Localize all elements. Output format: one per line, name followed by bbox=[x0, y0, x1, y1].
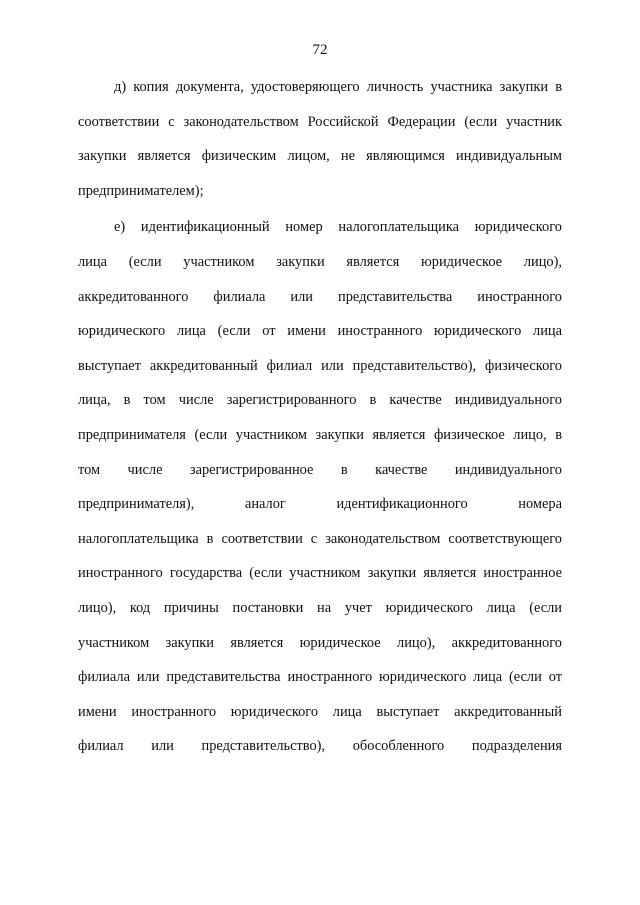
text-line: предпринимателем); bbox=[78, 182, 204, 199]
text-line: лица (если участником закупки является юридическое лицо), bbox=[78, 253, 562, 270]
paragraph bbox=[78, 210, 562, 764]
text-line: закупки является физическим лицом, не являющимся индивидуальным bbox=[78, 148, 562, 165]
text-line: филиал или представительство), обособленного подразделения bbox=[78, 738, 562, 755]
text-line: выступает аккредитованный филиал или представительство), физического bbox=[78, 357, 562, 374]
paragraph bbox=[78, 70, 562, 208]
text-line: е) идентификационный номер налогоплательщика юридического bbox=[114, 219, 562, 236]
text-line: налогоплательщика в соответствии с законодательством соответствующего bbox=[78, 530, 562, 547]
text-line: иностранного государства (если участником закупки является иностранное bbox=[78, 565, 562, 582]
text-line: аккредитованного филиала или представительства иностранного bbox=[78, 288, 562, 305]
text-line: д) копия документа, удостоверяющего личность участника закупки в bbox=[114, 79, 562, 95]
text-line: филиала или представительства иностранного юридического лица (если от bbox=[78, 669, 562, 686]
text-line: лица, в том числе зарегистрированного в качестве индивидуального bbox=[78, 392, 562, 409]
text-line: том числе зарегистрированное в качестве индивидуального bbox=[78, 461, 562, 478]
document-body bbox=[78, 70, 562, 764]
text-line: имени иностранного юридического лица выступает аккредитованный bbox=[78, 703, 562, 720]
page-number: 72 bbox=[312, 42, 328, 58]
text-line: предпринимателя (если участником закупки является физическое лицо, в bbox=[78, 426, 562, 443]
text-line: лицо), код причины постановки на учет юридического лица (если bbox=[78, 599, 562, 616]
text-line: соответствии с законодательством Российской Федерации (если участник bbox=[78, 113, 562, 130]
text-line: юридического лица (если от имени иностранного юридического лица bbox=[78, 323, 562, 340]
text-line: участником закупки является юридическое лицо), аккредитованного bbox=[78, 634, 562, 651]
text-line: предпринимателя), аналог идентификационного номера bbox=[78, 496, 562, 513]
